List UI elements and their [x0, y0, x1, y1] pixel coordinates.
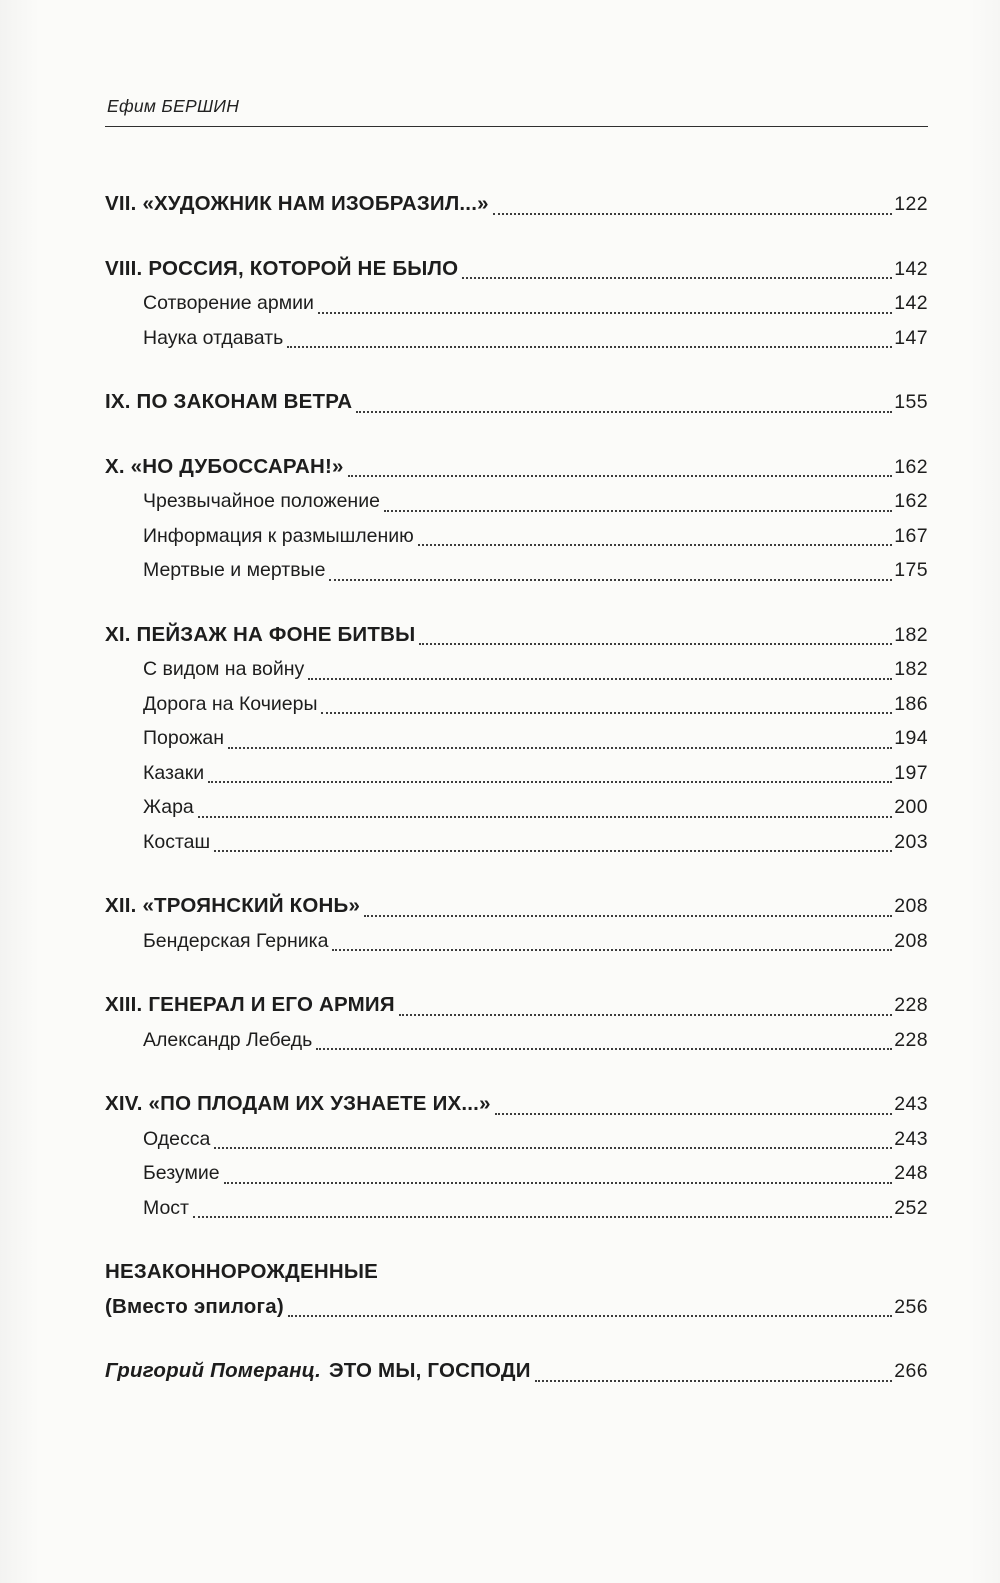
toc-entry-label: XI. ПЕЙЗАЖ НА ФОНЕ БИТВЫ	[105, 622, 416, 646]
toc-chapter-entry	[105, 252, 928, 287]
toc-entry-page: 182	[894, 658, 928, 680]
toc-entry-label: Чрезвычайное положение	[143, 490, 380, 512]
dot-leader	[384, 510, 892, 512]
toc-entry-page: 200	[894, 796, 928, 818]
dot-leader	[287, 346, 892, 348]
dot-leader	[198, 816, 892, 818]
toc-entry-label: XIII. ГЕНЕРАЛ И ЕГО АРМИЯ	[105, 993, 395, 1016]
toc-entry-label: НЕЗАКОННОРОЖДЕННЫЕ	[105, 1260, 378, 1283]
dot-leader	[356, 411, 892, 413]
dot-leader	[288, 1315, 892, 1317]
toc-entry-page: 155	[894, 391, 928, 413]
toc-entry-page: 228	[894, 994, 928, 1016]
toc-section-entry	[105, 1191, 928, 1226]
toc-group	[105, 252, 928, 356]
toc-entry-page: 266	[894, 1360, 928, 1382]
toc-entry-page: 197	[894, 761, 928, 784]
dot-leader	[224, 1182, 893, 1184]
dot-leader	[214, 850, 892, 852]
toc-group	[105, 889, 928, 958]
toc-chapter-entry	[105, 988, 928, 1023]
page-header-author: Ефим БЕРШИН	[107, 96, 240, 116]
dot-leader	[316, 1048, 892, 1050]
dot-leader	[535, 1380, 893, 1382]
toc-section-entry	[105, 721, 928, 756]
toc-entry-label: Мост	[143, 1196, 189, 1219]
toc-group	[105, 1354, 928, 1389]
toc-entry-label: (Вместо эпилога)	[105, 1294, 284, 1318]
toc-entry-page: 162	[894, 455, 928, 478]
dot-leader	[364, 915, 892, 917]
toc-chapter-entry	[105, 1354, 928, 1389]
toc-entry-page: 162	[894, 490, 928, 512]
toc-entry-page: 175	[894, 559, 928, 581]
dot-leader	[348, 475, 893, 477]
toc-group	[105, 1087, 928, 1225]
toc-entry-label: Наука отдавать	[143, 326, 284, 349]
page-header	[105, 96, 928, 127]
dot-leader	[193, 1216, 892, 1218]
toc-chapter-entry	[105, 618, 928, 653]
dot-leader	[214, 1147, 892, 1149]
toc-section-entry	[105, 553, 928, 588]
toc-entry-page: 252	[894, 1196, 928, 1219]
toc-chapter-entry	[105, 1087, 928, 1122]
toc-entry-label: Бендерская Герника	[143, 929, 329, 952]
toc-entry-label: Казаки	[143, 761, 205, 784]
toc-entry-page: 228	[894, 1028, 928, 1051]
toc-entry-page: 248	[894, 1162, 928, 1184]
toc-section-entry	[105, 790, 928, 825]
toc-entry-label: Порожан	[143, 727, 224, 749]
dot-leader	[321, 712, 892, 714]
toc-entry-label: ЭТО МЫ, ГОСПОДИ	[329, 1359, 531, 1382]
toc-entry-label: IX. ПО ЗАКОНАМ ВЕТРА	[105, 390, 353, 413]
dot-leader	[419, 643, 892, 645]
toc-entry-label: Одесса	[143, 1127, 211, 1150]
toc-group	[105, 618, 928, 860]
toc-section-entry	[105, 484, 928, 519]
toc-entry-page: 243	[894, 1127, 928, 1150]
toc-group	[105, 187, 928, 222]
toc-entry-page: 122	[894, 193, 928, 215]
toc-entry-prefix: Григорий Померанц.	[105, 1359, 322, 1382]
toc-entry-label: Александр Лебедь	[143, 1028, 313, 1051]
toc-section-entry	[105, 1156, 928, 1191]
toc-entry-page: 147	[894, 326, 928, 349]
toc-entry-label: Мертвые и мертвые	[143, 559, 326, 581]
toc-chapter-entry	[105, 385, 928, 420]
dot-leader	[493, 213, 893, 215]
toc-entry-label: X. «НО ДУБОССАРАН!»	[105, 454, 344, 478]
toc-section-entry	[105, 652, 928, 687]
toc-chapter-entry	[105, 450, 928, 485]
toc-section-entry	[105, 321, 928, 356]
toc-group	[105, 450, 928, 588]
toc-entry-page: 194	[894, 727, 928, 749]
toc-section-entry	[105, 756, 928, 791]
dot-leader	[399, 1014, 892, 1016]
dot-leader	[462, 277, 892, 279]
dot-leader	[495, 1113, 893, 1115]
dot-leader	[318, 312, 892, 314]
toc-chapter-entry	[105, 1255, 928, 1290]
dot-leader	[418, 544, 893, 546]
toc-entry-page: 142	[894, 292, 928, 314]
toc-entry-page: 208	[894, 895, 928, 917]
header-rule	[105, 126, 928, 127]
dot-leader	[332, 949, 892, 951]
dot-leader	[308, 678, 892, 680]
toc-section-entry	[105, 519, 928, 554]
toc-entry-label: XII. «ТРОЯНСКИЙ КОНЬ»	[105, 894, 361, 917]
toc-entry-label: С видом на войну	[143, 658, 305, 680]
toc-entry-label: Сотворение армии	[143, 292, 314, 314]
toc-section-entry	[105, 1122, 928, 1157]
toc-chapter-entry	[105, 1290, 928, 1325]
toc-chapter-entry	[105, 889, 928, 924]
table-of-contents	[105, 187, 928, 1389]
toc-section-entry	[105, 1023, 928, 1058]
toc-entry-label: VIII. РОССИЯ, КОТОРОЙ НЕ БЫЛО	[105, 256, 459, 280]
toc-entry-label: Дорога на Кочиеры	[143, 692, 318, 715]
toc-entry-page: 186	[894, 692, 928, 715]
toc-entry-label: Косташ	[143, 830, 211, 853]
toc-entry-label: XIV. «ПО ПЛОДАМ ИХ УЗНАЕТЕ ИХ...»	[105, 1092, 491, 1115]
toc-entry-label: Информация к размышлению	[143, 524, 414, 547]
dot-leader	[329, 579, 892, 581]
toc-entry-page: 182	[894, 623, 928, 646]
toc-entry-page: 208	[894, 929, 928, 952]
dot-leader	[228, 747, 892, 749]
dot-leader	[208, 781, 892, 783]
toc-entry-page: 167	[894, 524, 928, 547]
toc-entry-label: VII. «ХУДОЖНИК НАМ ИЗОБРАЗИЛ...»	[105, 192, 489, 215]
toc-group	[105, 988, 928, 1057]
toc-chapter-entry	[105, 187, 928, 222]
toc-entry-page: 256	[894, 1295, 928, 1318]
toc-section-entry	[105, 687, 928, 722]
toc-group	[105, 1255, 928, 1324]
toc-section-entry	[105, 825, 928, 860]
toc-section-entry	[105, 924, 928, 959]
toc-group	[105, 385, 928, 420]
toc-entry-label: Жара	[143, 796, 194, 818]
toc-entry-page: 243	[894, 1093, 928, 1115]
toc-entry-page: 142	[894, 257, 928, 280]
toc-entry-label: Безумие	[143, 1162, 220, 1184]
toc-entry-page: 203	[894, 830, 928, 853]
toc-section-entry	[105, 286, 928, 321]
